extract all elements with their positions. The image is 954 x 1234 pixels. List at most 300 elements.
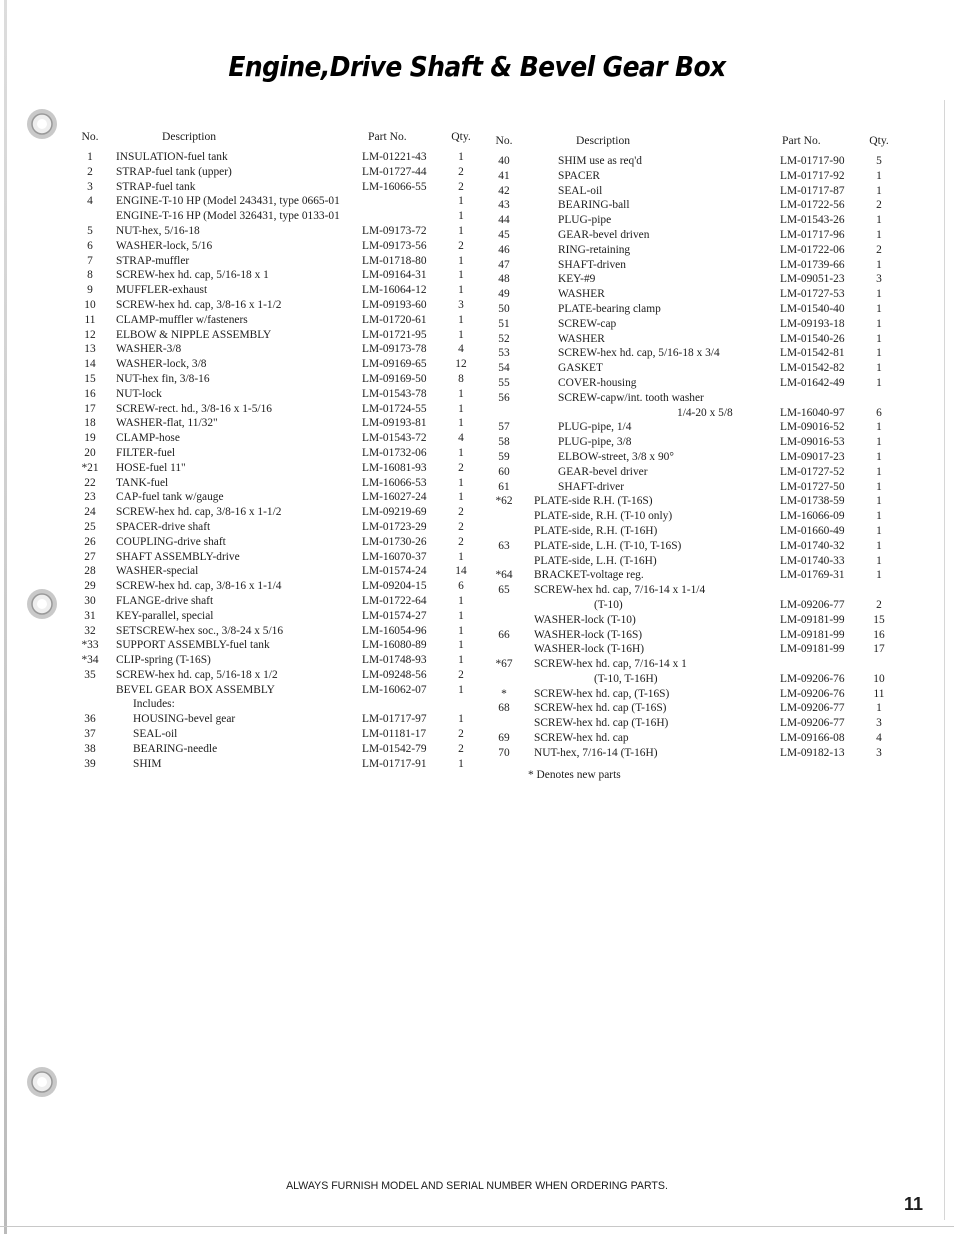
part-number: LM-16066-53	[362, 476, 427, 489]
table-row	[76, 609, 476, 624]
part-number-index: 59	[498, 450, 510, 463]
part-quantity: 2	[458, 520, 464, 533]
part-quantity: 2	[458, 506, 464, 519]
table-row	[490, 672, 894, 687]
part-number: LM-09193-60	[362, 298, 427, 311]
part-number: LM-16054-96	[362, 624, 427, 637]
table-row	[76, 697, 476, 712]
part-description: SCREW-hex hd. cap, 7/16-14 x 1-1/4	[534, 584, 706, 597]
part-number: LM-01721-95	[362, 328, 427, 341]
part-number-index: 65	[498, 584, 510, 597]
part-quantity: 17	[873, 643, 885, 656]
part-quantity: 2	[876, 199, 882, 212]
new-parts-note: * Denotes new parts	[528, 768, 621, 781]
part-description: SPACER	[558, 169, 601, 182]
part-number-index: 47	[498, 258, 510, 271]
part-quantity: 6	[458, 580, 464, 593]
part-quantity: 6	[876, 406, 882, 419]
table-row	[490, 701, 894, 716]
part-quantity: 10	[873, 672, 885, 685]
part-number-index: *64	[495, 569, 513, 582]
part-description: SCREW-hex hd. cap	[534, 732, 629, 745]
part-number-index: *	[501, 687, 507, 700]
part-number: LM-01727-52	[780, 465, 845, 478]
part-description: TANK-fuel	[116, 476, 169, 489]
part-number: LM-01542-79	[362, 742, 427, 755]
part-description: SEAL-oil	[558, 184, 603, 197]
part-number: LM-01181-17	[362, 728, 427, 741]
part-description: COVER-housing	[558, 376, 637, 389]
part-number-index: 20	[84, 446, 96, 459]
part-description: (T-10)	[594, 598, 623, 611]
table-row	[490, 598, 894, 613]
table-row	[76, 328, 476, 343]
part-number: LM-09182-13	[780, 746, 845, 759]
part-description: SHIM	[133, 757, 162, 770]
part-number: LM-01221-43	[362, 151, 427, 163]
table-row	[76, 624, 476, 639]
part-quantity: 2	[458, 165, 464, 178]
page-left-edge	[4, 0, 7, 1234]
table-row	[490, 554, 894, 569]
part-description: NUT-hex, 7/16-14 (T-16H)	[534, 746, 658, 759]
part-number-index: 58	[498, 436, 510, 449]
part-quantity: 1	[458, 594, 464, 607]
part-number-index: 28	[84, 565, 96, 578]
part-description: STRAP-fuel tank	[116, 180, 196, 193]
part-number-index: 22	[84, 476, 96, 489]
table-row	[490, 272, 894, 287]
part-number: LM-16040-97	[780, 406, 845, 419]
part-description: WASHER	[558, 332, 605, 345]
part-quantity: 1	[458, 313, 464, 326]
table-row	[76, 520, 476, 535]
part-description: CLIP-spring (T-16S)	[116, 654, 211, 667]
part-description: WASHER-lock (T-10)	[534, 613, 636, 626]
table-row	[490, 376, 894, 391]
table-row	[76, 550, 476, 565]
table-row	[76, 594, 476, 609]
part-number-index: 17	[84, 402, 96, 415]
part-number: LM-09206-76	[780, 687, 845, 700]
part-quantity: 3	[876, 717, 882, 730]
part-number-index: 57	[498, 421, 510, 434]
part-number-index: 43	[498, 199, 510, 212]
part-number-index: 8	[87, 269, 93, 282]
part-number: LM-16070-37	[362, 550, 427, 563]
part-number: LM-09206-76	[780, 672, 845, 685]
part-number-index: 63	[498, 539, 510, 552]
part-number: LM-09016-53	[780, 436, 845, 449]
page-number: 11	[904, 1194, 924, 1214]
part-number: LM-01718-80	[362, 254, 427, 267]
part-quantity: 1	[876, 510, 882, 523]
part-number: LM-01738-59	[780, 495, 845, 508]
table-row	[76, 165, 476, 180]
part-description: SCREW-rect. hd., 3/8-16 x 1-5/16	[116, 402, 272, 415]
part-number-index: 32	[84, 624, 96, 637]
part-description: STRAP-fuel tank (upper)	[116, 165, 232, 178]
part-number: LM-09181-99	[780, 613, 845, 626]
table-row	[76, 461, 476, 476]
part-number: LM-01727-50	[780, 480, 845, 493]
part-number: LM-01717-92	[780, 169, 845, 182]
part-quantity: 1	[458, 550, 464, 563]
table-row	[76, 535, 476, 550]
part-number: LM-16066-55	[362, 180, 427, 193]
part-quantity: 1	[458, 476, 464, 489]
part-number: LM-01740-32	[780, 539, 845, 552]
part-number: LM-01717-97	[362, 713, 427, 726]
part-quantity: 2	[876, 243, 882, 256]
part-description: GEAR-bevel driven	[558, 228, 650, 241]
part-description: WASHER-lock, 5/16	[116, 239, 213, 252]
part-number-index: 15	[84, 372, 96, 385]
table-header	[490, 128, 894, 154]
part-description: PLATE-side, L.H. (T-10, T-16S)	[534, 539, 682, 552]
parts-table-left	[76, 128, 476, 771]
part-description: WASHER-lock (T-16H)	[534, 643, 644, 656]
part-number-index: *33	[81, 639, 99, 652]
part-number-index: 29	[84, 580, 96, 593]
part-quantity: 11	[873, 687, 885, 700]
part-description: SCREW-hex hd. cap, 3/8-16 x 1-1/4	[116, 580, 282, 593]
part-quantity: 2	[458, 535, 464, 548]
part-description: WASHER-lock (T-16S)	[534, 628, 643, 641]
table-row	[76, 742, 476, 757]
part-quantity: 1	[876, 436, 882, 449]
part-description: WASHER-lock, 3/8	[116, 358, 207, 371]
part-number: LM-09164-31	[362, 269, 427, 282]
part-number: LM-09181-99	[780, 643, 845, 656]
part-number: LM-01543-78	[362, 387, 427, 400]
part-quantity: 12	[455, 358, 467, 371]
part-number: LM-01727-53	[780, 288, 845, 301]
part-quantity: 2	[458, 728, 464, 741]
part-quantity: 1	[458, 284, 464, 297]
part-number-index: 31	[84, 609, 96, 622]
part-description: SHAFT ASSEMBLY-drive	[116, 550, 240, 563]
part-number-index: 55	[498, 376, 510, 389]
part-quantity: 1	[458, 491, 464, 504]
part-number: LM-01574-24	[362, 565, 427, 578]
part-number: LM-09248-56	[362, 668, 427, 681]
part-number-index: 4	[87, 195, 93, 208]
part-number: LM-01769-31	[780, 569, 845, 582]
table-row	[76, 446, 476, 461]
part-quantity: 2	[458, 180, 464, 193]
table-row	[490, 465, 894, 480]
table-row	[76, 209, 476, 224]
part-number: LM-01732-06	[362, 446, 427, 459]
table-row	[490, 657, 894, 672]
binder-hole-icon	[20, 1062, 60, 1102]
part-number-index: 6	[87, 239, 93, 252]
part-number: LM-09193-18	[780, 317, 845, 330]
part-description: CLAMP-muffler w/fasteners	[116, 313, 248, 326]
table-row	[76, 342, 476, 357]
part-description: ELBOW-street, 3/8 x 90°	[558, 450, 674, 463]
part-description: PLATE-side, R.H. (T-10 only)	[534, 510, 673, 523]
table-row	[76, 490, 476, 505]
part-quantity: 2	[458, 239, 464, 252]
table-row	[76, 387, 476, 402]
part-quantity: 1	[458, 609, 464, 622]
page-bottom-edge	[0, 1226, 954, 1227]
table-row	[76, 683, 476, 698]
table-row	[490, 731, 894, 746]
part-number: LM-09173-72	[362, 224, 427, 237]
part-description: SETSCREW-hex soc., 3/8-24 x 5/16	[116, 624, 284, 637]
binder-hole-icon	[20, 584, 60, 624]
part-number-index: 69	[498, 732, 510, 745]
part-quantity: 1	[876, 465, 882, 478]
part-description: (T-10, T-16H)	[594, 672, 658, 685]
header-part-no: Part No.	[368, 130, 407, 143]
part-number: LM-09169-65	[362, 358, 427, 371]
part-description: COUPLING-drive shaft	[116, 535, 226, 548]
part-description: BEVEL GEAR BOX ASSEMBLY	[116, 683, 275, 696]
part-quantity: 1	[876, 554, 882, 567]
part-number-index: 46	[498, 243, 510, 256]
part-number: LM-01722-64	[362, 594, 427, 607]
part-description: SCREW-capw/int. tooth washer	[558, 391, 704, 404]
part-quantity: 2	[458, 742, 464, 755]
part-number: LM-01540-26	[780, 332, 845, 345]
part-number: LM-01730-26	[362, 535, 427, 548]
table-row	[490, 716, 894, 731]
part-description: PLUG-pipe	[558, 214, 612, 227]
part-quantity: 1	[876, 317, 882, 330]
part-quantity: 1	[458, 624, 464, 637]
part-number-index: 51	[498, 317, 510, 330]
part-number-index: 42	[498, 184, 510, 197]
part-quantity: 1	[876, 184, 882, 197]
part-number-index: 14	[84, 358, 96, 371]
part-number-index: 53	[498, 347, 510, 360]
part-number: LM-09173-78	[362, 343, 427, 356]
table-row	[490, 317, 894, 332]
part-number: LM-01660-49	[780, 524, 845, 537]
table-row	[490, 169, 894, 184]
part-description: PLUG-pipe, 1/4	[558, 421, 632, 434]
part-number: LM-01574-27	[362, 609, 427, 622]
part-quantity: 3	[458, 298, 464, 311]
part-description: FLANGE-drive shaft	[116, 594, 214, 607]
table-row	[76, 313, 476, 328]
part-number: LM-09206-77	[780, 717, 845, 730]
ordering-instructions: ALWAYS FURNISH MODEL AND SERIAL NUMBER WHEN ORDERING PARTS.	[286, 1180, 668, 1192]
part-number: LM-01717-91	[362, 757, 427, 770]
part-number: LM-01739-66	[780, 258, 845, 271]
part-number: LM-01748-93	[362, 654, 427, 667]
part-number-index: 49	[498, 288, 510, 301]
part-number-index: 40	[498, 155, 510, 167]
table-row	[490, 480, 894, 495]
table-row	[490, 332, 894, 347]
table-row	[490, 228, 894, 243]
part-quantity: 1	[458, 713, 464, 726]
table-row	[490, 213, 894, 228]
part-number: LM-01740-33	[780, 554, 845, 567]
part-number-index: 10	[84, 298, 96, 311]
part-number: LM-09219-69	[362, 506, 427, 519]
header-part-no: Part No.	[782, 134, 821, 147]
part-description: SHAFT-driver	[558, 480, 625, 493]
part-quantity: 3	[876, 746, 882, 759]
part-number: LM-01727-44	[362, 165, 427, 178]
part-description: PLATE-side, R.H. (T-16H)	[534, 524, 658, 537]
page-right-edge	[944, 100, 945, 1220]
part-number: LM-09173-56	[362, 239, 427, 252]
part-number: LM-09193-81	[362, 417, 427, 430]
table-row	[490, 361, 894, 376]
table-row	[490, 642, 894, 657]
table-row	[76, 505, 476, 520]
part-description: SHAFT-driven	[558, 258, 626, 271]
part-quantity: 1	[458, 639, 464, 652]
table-row	[490, 198, 894, 213]
part-number: LM-16080-89	[362, 639, 427, 652]
part-number-index: *34	[81, 654, 99, 667]
part-number: LM-16027-24	[362, 491, 427, 504]
part-number-index: 36	[84, 713, 96, 726]
part-description: SHIM use as req'd	[558, 155, 642, 167]
part-description: NUT-lock	[116, 387, 162, 400]
header-qty: Qty.	[869, 134, 889, 147]
part-number: LM-09181-99	[780, 628, 845, 641]
part-quantity: 1	[876, 495, 882, 508]
table-row	[76, 402, 476, 417]
table-row	[490, 346, 894, 361]
table-row	[490, 746, 894, 761]
part-quantity: 1	[458, 446, 464, 459]
part-description: Includes:	[133, 698, 175, 711]
table-row	[490, 539, 894, 554]
part-number-index: 41	[498, 169, 510, 182]
part-number-index: 39	[84, 757, 96, 770]
table-row	[76, 564, 476, 579]
part-quantity: 1	[876, 524, 882, 537]
part-number: LM-01542-82	[780, 362, 845, 375]
part-quantity: 15	[873, 613, 885, 626]
part-number: LM-16066-09	[780, 510, 845, 523]
part-description: NUT-hex fin, 3/8-16	[116, 372, 210, 385]
part-number-index: 54	[498, 362, 510, 375]
part-description: CAP-fuel tank w/gauge	[116, 491, 224, 504]
table-row	[490, 184, 894, 199]
part-number: LM-01543-26	[780, 214, 845, 227]
part-description: WASHER-flat, 11/32"	[116, 417, 218, 430]
part-description: SCREW-hex hd. cap, 5/16-18 x 1/2	[116, 668, 278, 681]
part-number-index: 26	[84, 535, 96, 548]
part-quantity: 2	[458, 668, 464, 681]
part-number: LM-01720-61	[362, 313, 427, 326]
table-row	[490, 628, 894, 643]
part-number-index: 7	[87, 254, 93, 267]
table-row	[76, 150, 476, 165]
part-description: SCREW-hex hd. cap, 5/16-18 x 1	[116, 269, 269, 282]
part-quantity: 1	[458, 683, 464, 696]
part-number: LM-09051-23	[780, 273, 845, 286]
part-number: LM-01722-56	[780, 199, 845, 212]
part-quantity: 4	[458, 432, 464, 445]
part-quantity: 1	[876, 288, 882, 301]
part-description: SCREW-hex hd. cap (T-16S)	[534, 702, 667, 715]
table-row	[490, 613, 894, 628]
binder-hole-icon	[20, 104, 60, 144]
header-no: No.	[495, 134, 513, 147]
table-row	[490, 568, 894, 583]
part-quantity: 1	[458, 387, 464, 400]
part-number: LM-01543-72	[362, 432, 427, 445]
part-number-index: 16	[84, 387, 96, 400]
part-description: INSULATION-fuel tank	[116, 151, 228, 163]
table-row	[76, 712, 476, 727]
part-description: SUPPORT ASSEMBLY-fuel tank	[116, 639, 270, 652]
part-number-index: 70	[498, 746, 510, 759]
part-number: LM-16064-12	[362, 284, 427, 297]
part-number: LM-09206-77	[780, 702, 845, 715]
part-quantity: 2	[876, 598, 882, 611]
table-row	[490, 243, 894, 258]
part-number-index: 66	[498, 628, 510, 641]
table-row	[490, 583, 894, 598]
part-quantity: 1	[458, 210, 464, 223]
table-row	[76, 757, 476, 772]
part-quantity: 1	[876, 702, 882, 715]
table-row	[490, 420, 894, 435]
part-description: SEAL-oil	[133, 728, 178, 741]
part-quantity: 1	[876, 302, 882, 315]
part-quantity: 8	[458, 372, 464, 385]
part-quantity: 1	[876, 258, 882, 271]
part-description: BRACKET-voltage reg.	[534, 569, 644, 582]
part-description: SCREW-hex hd. cap, 7/16-14 x 1	[534, 658, 687, 671]
part-number: LM-09169-50	[362, 372, 427, 385]
part-quantity: 1	[876, 228, 882, 241]
part-number: LM-09016-52	[780, 421, 845, 434]
part-description: HOUSING-bevel gear	[133, 713, 236, 726]
part-number-index: 9	[87, 284, 93, 297]
table-row	[76, 638, 476, 653]
part-quantity: 1	[876, 450, 882, 463]
table-row	[76, 194, 476, 209]
part-number-index: 44	[498, 214, 510, 227]
part-description: HOSE-fuel 11"	[116, 461, 186, 474]
part-quantity: 1	[458, 654, 464, 667]
table-row	[76, 268, 476, 283]
part-description: BEARING-ball	[558, 199, 630, 212]
table-row	[76, 180, 476, 195]
parts-table-right	[490, 128, 894, 781]
part-quantity: 1	[458, 757, 464, 770]
part-description: BEARING-needle	[133, 742, 218, 755]
part-number: LM-01542-81	[780, 347, 845, 360]
part-number-index: 68	[498, 702, 510, 715]
part-number: LM-01723-29	[362, 520, 427, 533]
part-number-index: 37	[84, 728, 96, 741]
part-number: LM-09206-77	[780, 598, 845, 611]
part-number: LM-16062-07	[362, 683, 427, 696]
table-row	[76, 239, 476, 254]
part-number-index: 11	[84, 313, 96, 326]
part-description: PLUG-pipe, 3/8	[558, 436, 632, 449]
part-quantity: 3	[876, 273, 882, 286]
part-number: LM-09204-15	[362, 580, 427, 593]
part-number-index: 2	[87, 165, 93, 178]
part-number: LM-01642-49	[780, 376, 845, 389]
